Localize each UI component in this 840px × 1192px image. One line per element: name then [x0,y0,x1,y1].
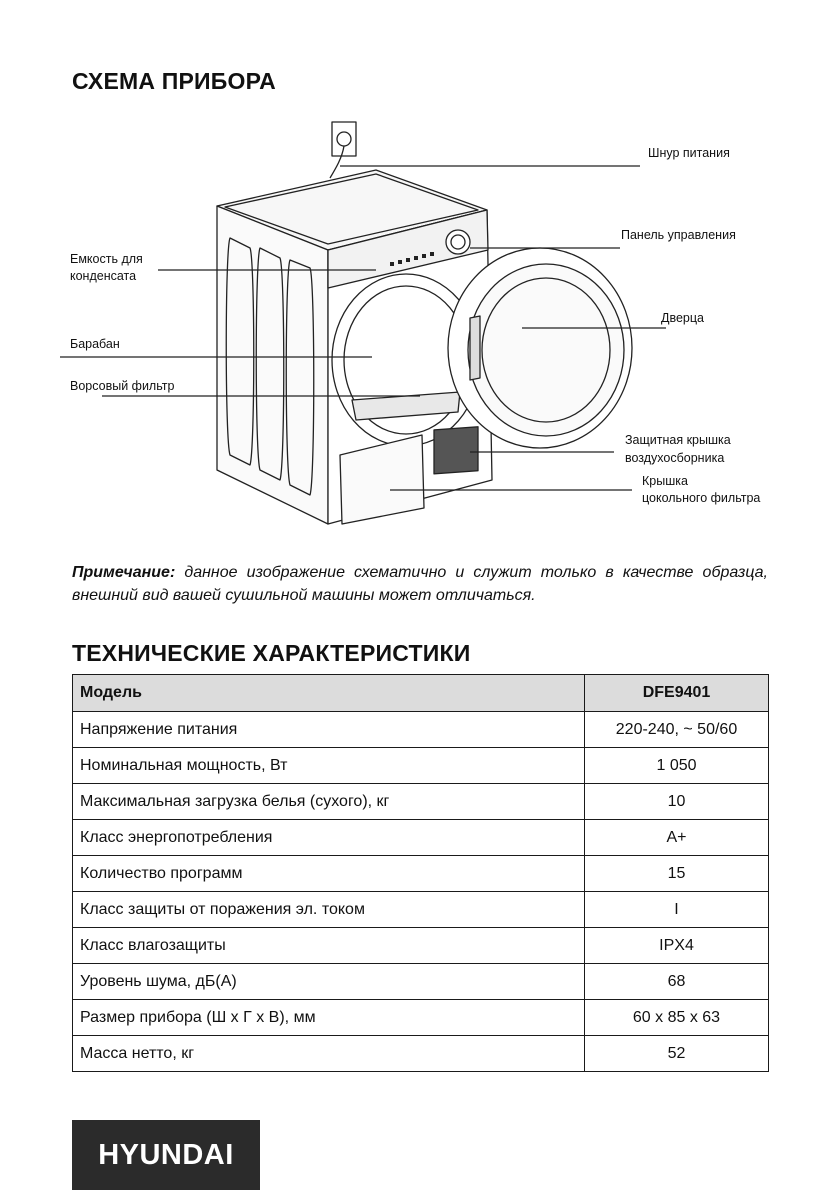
table-row [73,820,769,856]
table-row [73,928,769,964]
row-param: Класс энергопотребления [73,820,585,856]
header-value: DFE9401 [585,675,769,712]
row-value: A+ [585,820,769,856]
table-row [73,964,769,1000]
row-param: Номинальная мощность, Вт [73,748,585,784]
table-row [73,1036,769,1072]
row-value: 68 [585,964,769,1000]
row-value: 52 [585,1036,769,1072]
note-label: Примечание: [72,564,176,581]
section-title-specs: ТЕХНИЧЕСКИЕ ХАРАКТЕРИСТИКИ [72,640,471,666]
note-paragraph [72,561,768,607]
air-grille [434,427,478,474]
row-value: 10 [585,784,769,820]
dryer-diagram [60,110,790,535]
table-row [73,748,769,784]
row-param: Класс влагозащиты [73,928,585,964]
table-header-row [73,675,769,712]
label-air-cover-line1: Защитная крышка [625,433,731,447]
label-door: Дверца [661,311,704,325]
row-value: I [585,892,769,928]
row-value: 60 х 85 х 63 [585,1000,769,1036]
table-row [73,784,769,820]
table-row [73,1000,769,1036]
label-drum: Барабан [70,337,120,351]
table-row [73,712,769,748]
section-title-scheme: СХЕМА ПРИБОРА [72,68,276,94]
brand-logo [72,1120,260,1190]
row-value: 15 [585,856,769,892]
label-condensate-tank-line1: Емкость для [70,252,143,266]
specs-table [72,674,769,1072]
label-base-filter-line2: цокольного фильтра [642,491,761,505]
row-value: 1 050 [585,748,769,784]
label-condensate-tank-line2: конденсата [70,269,137,283]
row-value: IPX4 [585,928,769,964]
row-param: Класс защиты от поражения эл. током [73,892,585,928]
row-param: Масса нетто, кг [73,1036,585,1072]
label-lint-filter: Ворсовый фильтр [70,379,175,393]
table-row [73,892,769,928]
label-control-panel: Панель управления [621,228,736,242]
row-value: 220-240, ~ 50/60 [585,712,769,748]
label-air-cover-line2: воздухосборника [625,451,725,465]
row-param: Напряжение питания [73,712,585,748]
brand-logo-text: HYUNDAI [98,1138,234,1171]
row-param: Максимальная загрузка белья (сухого), кг [73,784,585,820]
wall-socket [332,122,356,156]
label-base-filter-line1: Крышка [642,474,688,488]
row-param: Размер прибора (Ш х Г х В), мм [73,1000,585,1036]
header-param: Модель [73,675,585,712]
control-knob [446,230,470,254]
note-text: данное изображение схематично и служит только в качестве образца, внешний вид вашей сушильной машины может отличаться. [72,564,768,604]
row-param: Уровень шума, дБ(А) [73,964,585,1000]
label-power-cord: Шнур питания [648,146,730,160]
table-row [73,856,769,892]
row-param: Количество программ [73,856,585,892]
